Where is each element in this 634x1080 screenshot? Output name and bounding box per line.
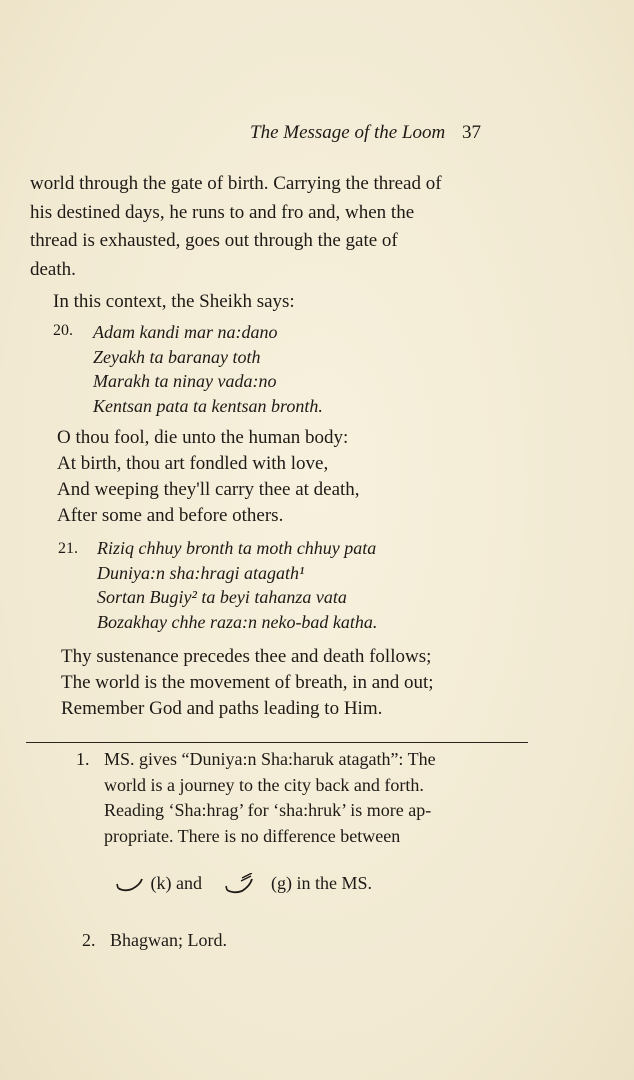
arabic-g-glyph [224,873,258,897]
footnote-divider [26,742,528,743]
footnote-line: Bhagwan; Lord. [110,930,227,950]
intro-line: death. [30,258,76,280]
intro-line: his destined days, he runs to and fro and, when the [30,201,415,223]
verse-line: Zeyakh ta baranay toth [93,346,261,367]
footnote-line: propriate. There is no difference between [104,825,401,846]
k-label: (k) and [150,873,202,893]
footnote-number: 2. [82,930,96,950]
running-header [250,122,481,144]
footnote-number: 1. [76,749,90,769]
intro-paragraph [30,170,508,284]
verse-line: Adam kandi mar na:dano [93,322,278,342]
verse-line: Bozakhay chhe raza:n neko-bad katha. [97,611,378,632]
translation-line: At birth, thou art fondled with love, [57,453,329,474]
translation-line: After some and before others. [57,505,284,526]
footnote-line: Reading ‘Sha:hrag’ for ‘sha:hruk’ is more ap- [104,800,432,820]
verse-line: Riziq chhuy bronth ta moth chhuy pata [97,538,377,558]
footnote-line: world is a journey to the city back and forth. [104,774,424,795]
footnote-2 [110,928,227,954]
translation-line: The world is the movement of breath, in and out; [61,672,434,693]
footnote-1 [104,747,436,849]
footnote-line: MS. gives “Duniya:n Sha:haruk atagath”: The [104,749,436,769]
translation-21 [61,644,434,722]
translation-20 [57,425,360,529]
verse-line: Sortan Bugiy² ta beyi tahanza vata [97,587,347,608]
page-number: 37 [462,122,482,143]
translation-line: And weeping they'll carry thee at death, [57,479,360,500]
intro-line: world through the gate of birth. Carrying the thread of [30,173,442,194]
verse-20 [93,320,323,418]
arabic-k-glyph [116,875,146,895]
translation-line: Thy sustenance precedes thee and death follows; [61,646,432,667]
running-title: The Message of the Loom [250,122,446,143]
verse-line: Duniya:n sha:hragi atagath¹ [97,562,305,583]
intro-line: thread is exhausted, goes out through the gate of [30,230,398,251]
footnote-glyph-line [116,871,372,897]
verse-number: 20. [53,322,73,339]
g-label: (g) in the MS. [270,873,372,893]
context-line: In this context, the Sheikh says: [53,291,295,312]
verse-number: 21. [58,540,78,557]
translation-line: Remember God and paths leading to Him. [61,698,383,719]
verse-line: Marakh ta ninay vada:no [93,371,277,392]
verse-21 [97,536,377,634]
verse-line: Kentsan pata ta kentsan bronth. [93,395,323,416]
translation-line: O thou fool, die unto the human body: [57,427,349,448]
